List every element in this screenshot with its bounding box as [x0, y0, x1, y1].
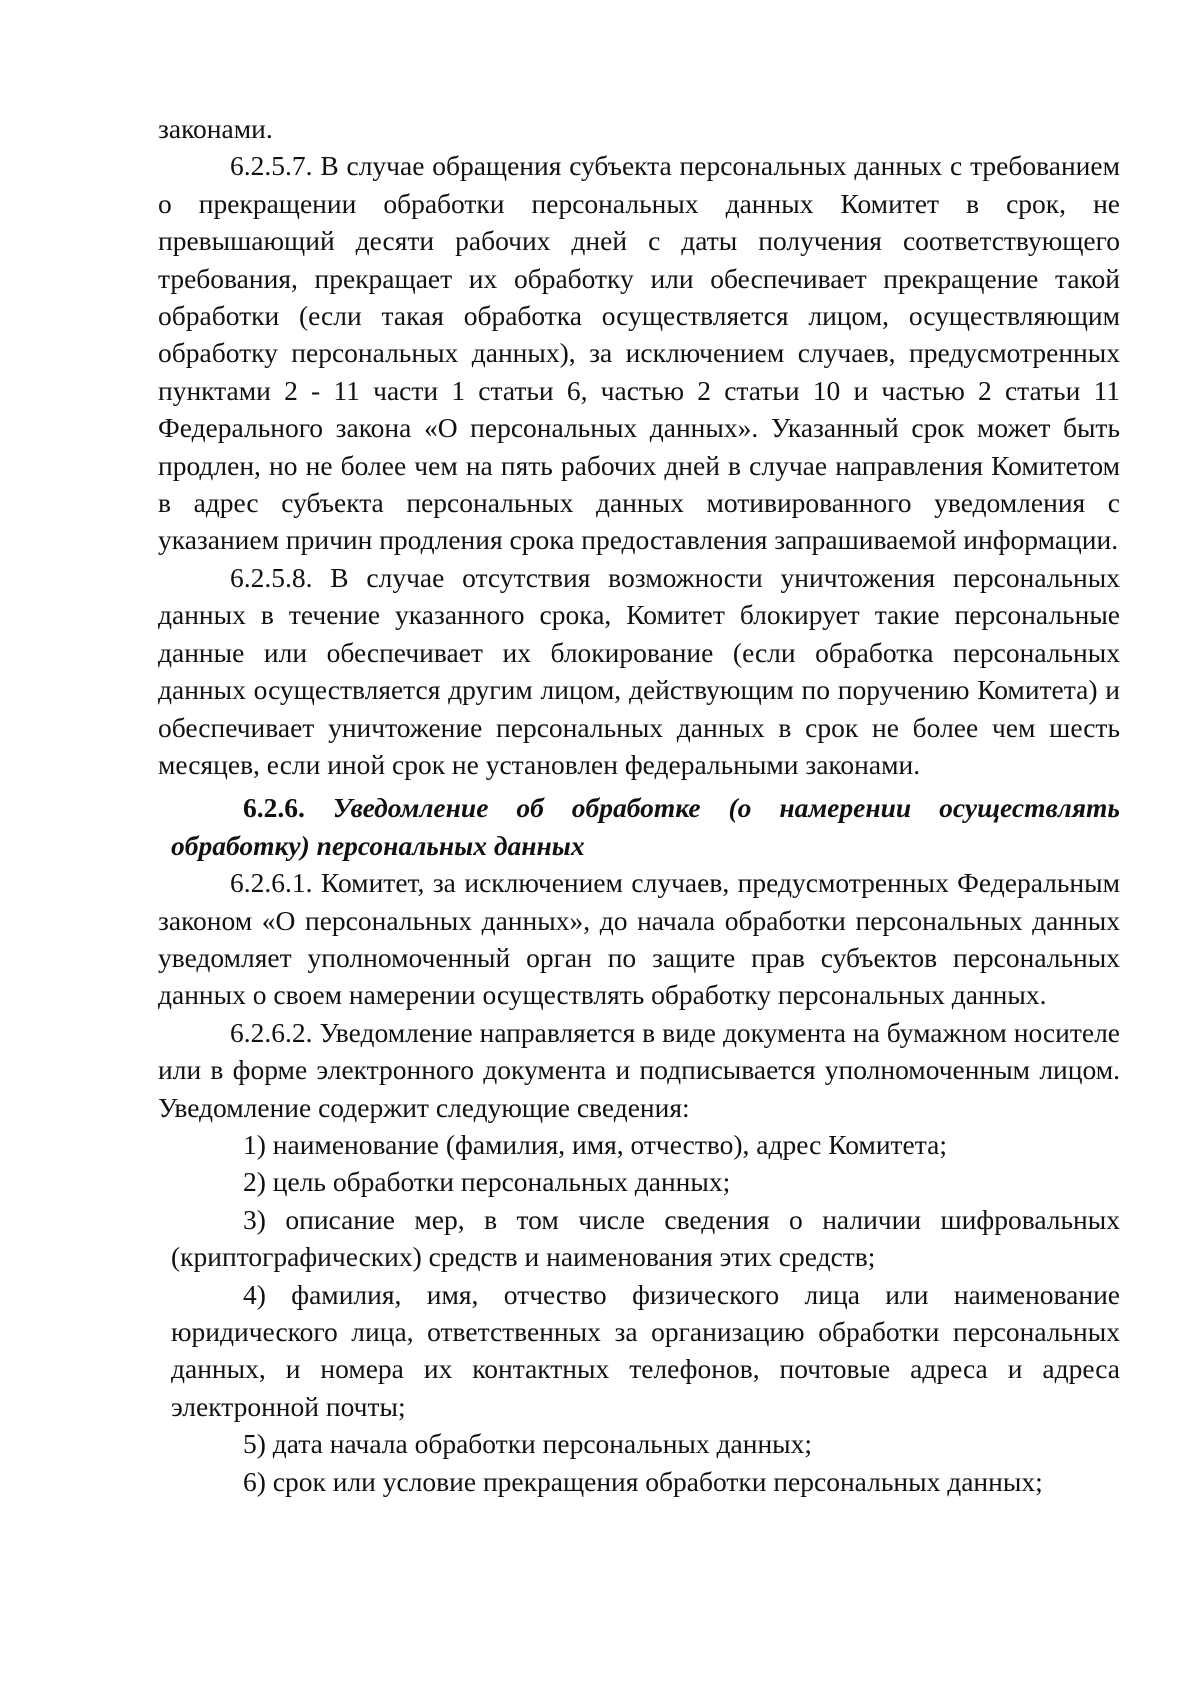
section-heading-title: Уведомление об обработке (о намерении осуществлять обработку) персональных данных [171, 792, 1120, 861]
paragraph-6-2-5-8: 6.2.5.8. В случае отсутствия возможности уничтожения персональных данных в течение указанного срока, Комитет блокирует такие персональные данные или обеспечивает их блокирование (если обработка персональных данных осуществляется другим лицом, действующим по поручению Комитета) и обеспечивает уничтожение персональных данных в срок не более чем шесть месяцев, если иной срок не установлен федеральными законами. [158, 561, 1120, 780]
list-item: 5) дата начала обработки персональных данных; [243, 1428, 813, 1460]
section-heading-6-2-6 [158, 789, 1120, 864]
list-item: 1) наименование (фамилия, имя, отчество), адрес Комитета; [243, 1128, 947, 1160]
list-item: 4) фамилия, имя, отчество физического лица или наименование юридического лица, ответственных за организацию обработки персональных данных, и номера их контактных телефонов, почтовые адреса и адреса электронной почты; [171, 1278, 1120, 1422]
list-item: 2) цель обработки персональных данных; [243, 1166, 731, 1198]
list-item: 6) срок или условие прекращения обработки персональных данных; [243, 1465, 1043, 1497]
paragraph-continuation: законами. [158, 113, 273, 144]
paragraph-6-2-6-2: 6.2.6.2. Уведомление направляется в виде документа на бумажном носителе или в форме электронного документа и подписывается уполномоченным лицом. Уведомление содержит следующие сведения: [158, 1016, 1120, 1123]
document-page [158, 110, 1120, 1500]
list-item: 3) описание мер, в том числе сведения о наличии шифровальных (криптографических) средств и наименования этих средств; [171, 1203, 1120, 1273]
paragraph-6-2-5-7: 6.2.5.7. В случае обращения субъекта персональных данных с требованием о прекращении обработки персональных данных Комитет в срок, не превышающий десяти рабочих дней с даты получения соответствующего требования, прекращает их обработку или обеспечивает прекращение такой обработки (если такая обработка осуществляется лицом, осуществляющим обработку персональных данных), за исключением случаев, предусмотренных пунктами 2 - 11 части 1 статьи 6, частью 2 статьи 10 и частью 2 статьи 11 Федерального закона «О персональных данных». Указанный срок может быть продлен, но не более чем на пять рабочих дней в случае направления Комитетом в адрес субъекта персональных данных мотивированного уведомления с указанием причин продления срока предоставления запрашиваемой информации. [158, 150, 1120, 556]
section-heading-number: 6.2.6. [243, 792, 305, 824]
paragraph-6-2-6-1: 6.2.6.1. Комитет, за исключением случаев, предусмотренных Федеральным законом «О персональных данных», до начала обработки персональных данных уведомляет уполномоченный орган по защите прав субъектов персональных данных о своем намерении осуществлять обработку персональных данных. [158, 867, 1120, 1011]
